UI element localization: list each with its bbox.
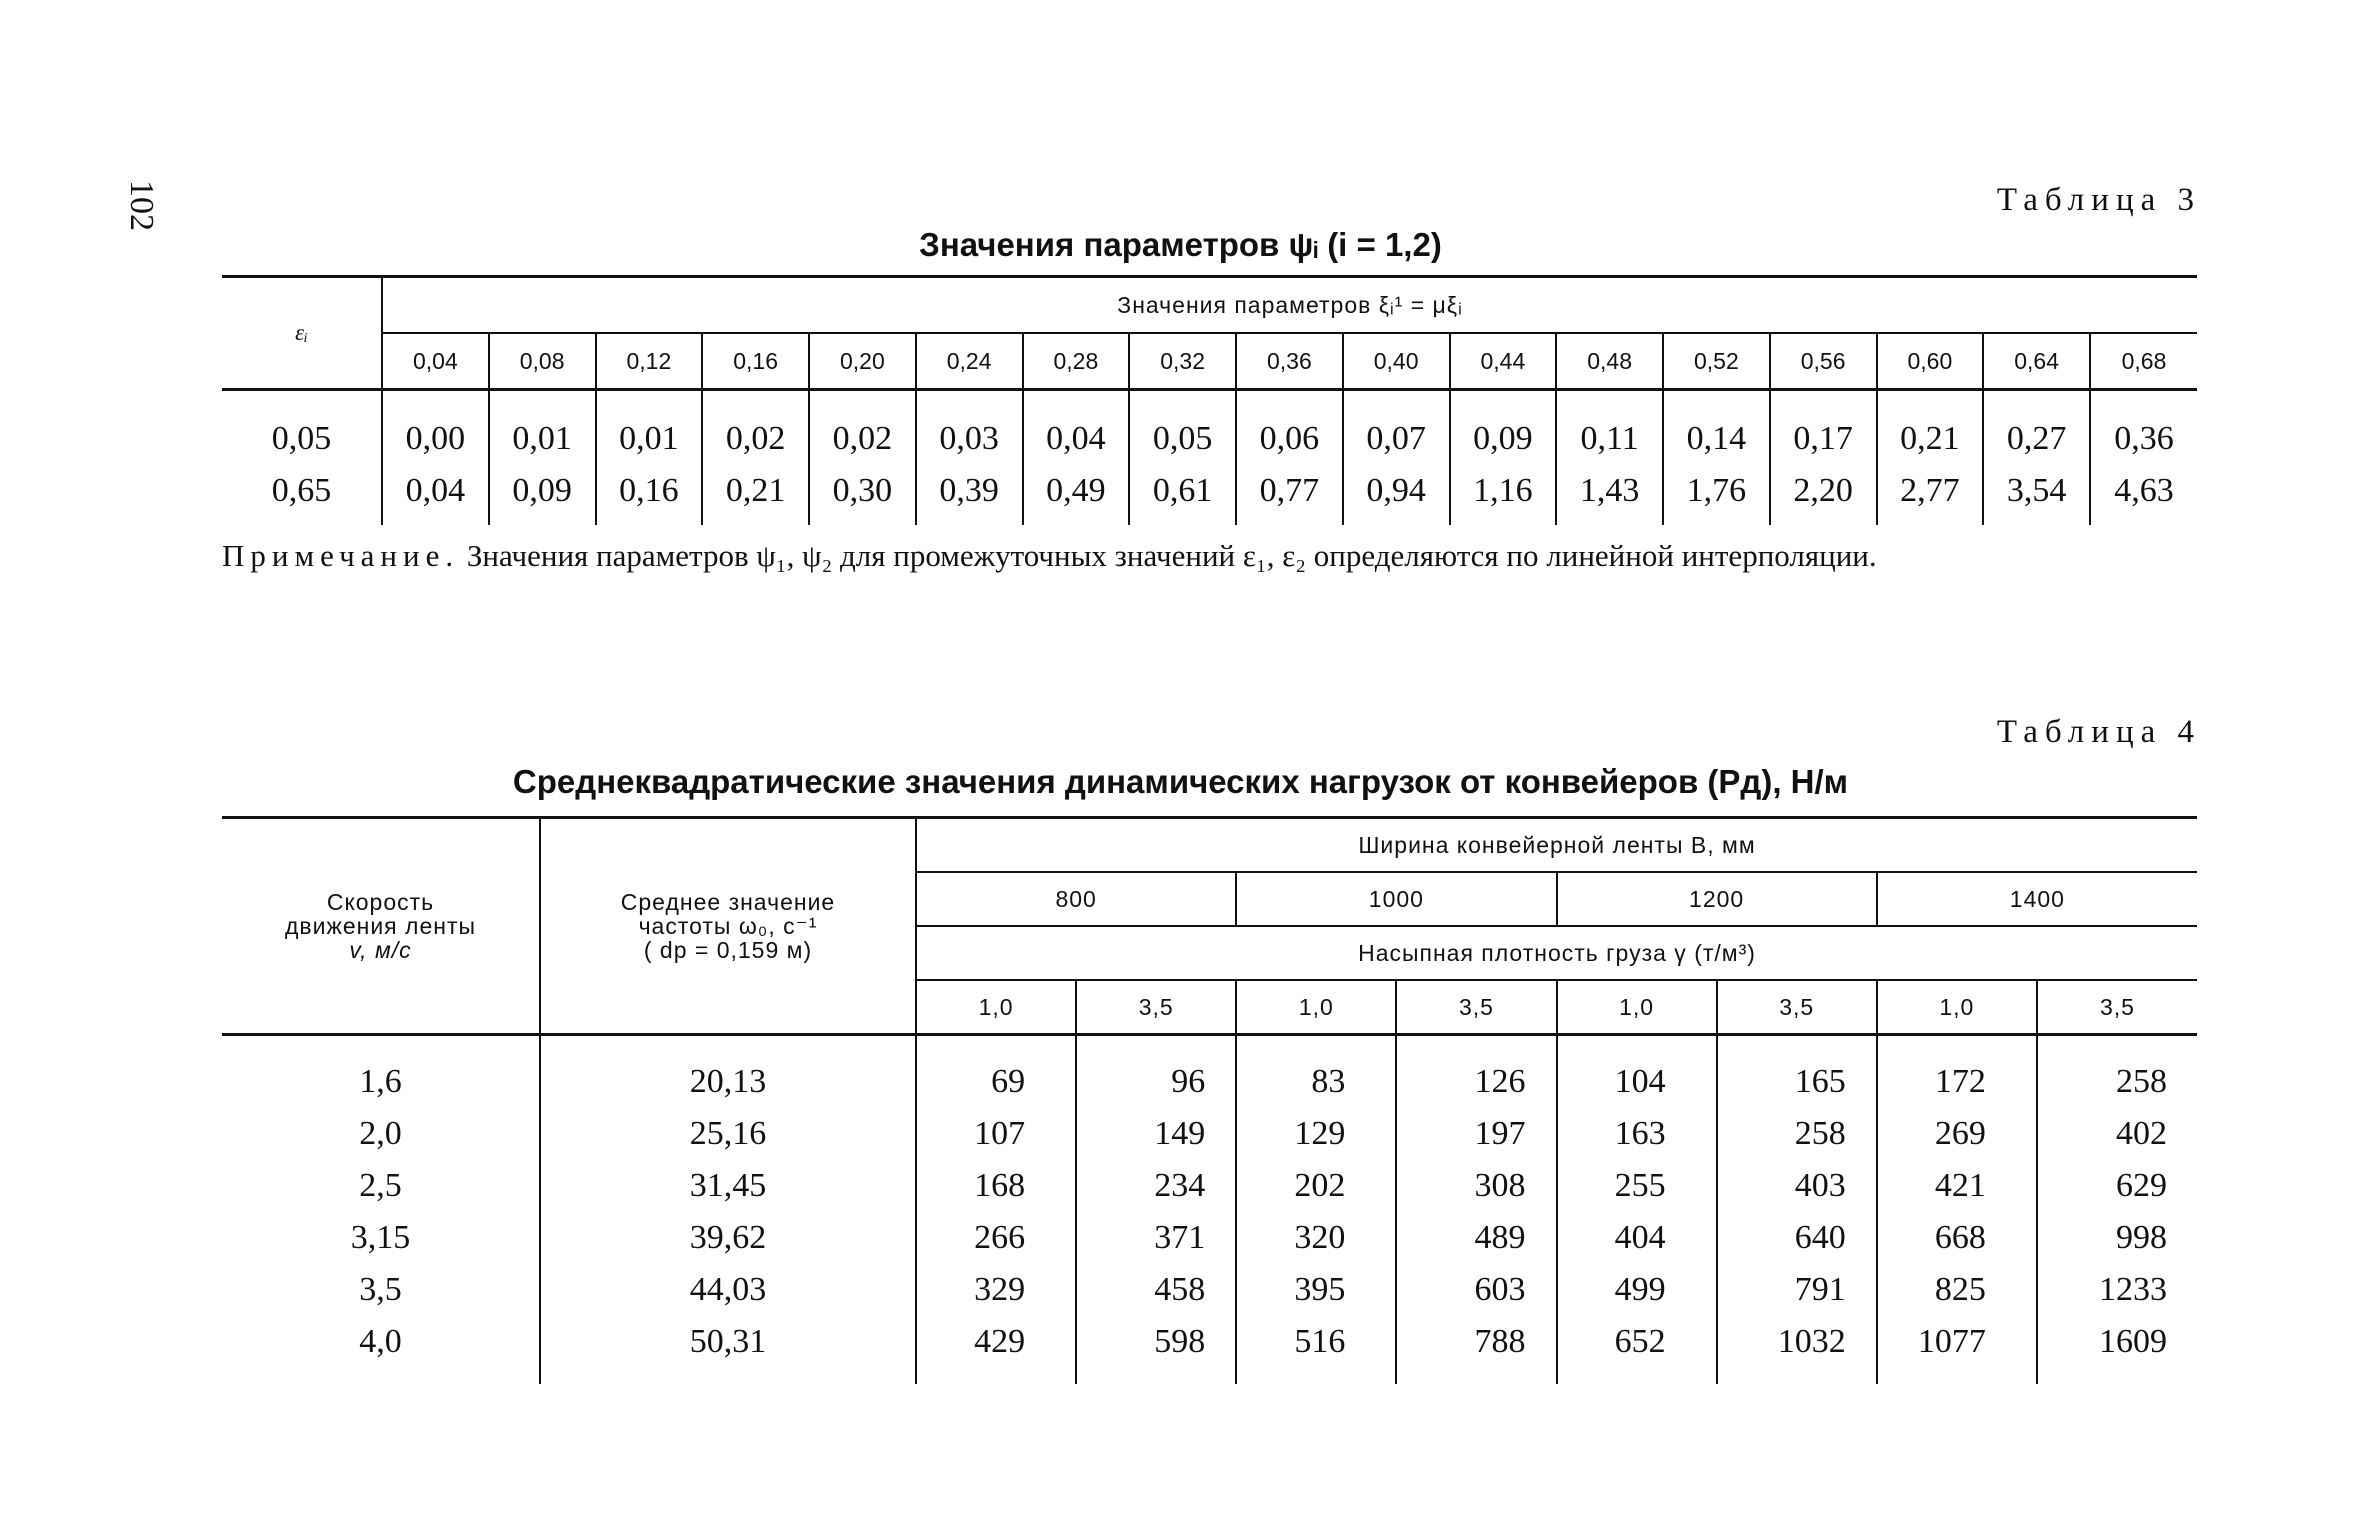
table3-col-header: 0,32 [1129,333,1236,390]
load-cell: 83 [1236,1035,1396,1109]
table3-col-header: 0,56 [1770,333,1877,390]
load-cell: 255 [1557,1160,1717,1212]
load-cell: 69 [916,1035,1076,1109]
table3-col-header: 0,36 [1236,333,1343,390]
load-cell: 197 [1396,1108,1556,1160]
load-cell: 104 [1557,1035,1717,1109]
table-cell: 0,21 [1877,390,1984,466]
table-cell: 0,02 [809,390,916,466]
table-cell: 0,17 [1770,390,1877,466]
speed-cell: 2,0 [359,1115,402,1152]
table-cell: 0,49 [1023,465,1130,525]
load-cell: 329 [916,1264,1076,1316]
load-cell: 652 [1557,1316,1717,1384]
table-row [222,1264,2197,1316]
table-cell: 0,06 [1236,390,1343,466]
table-cell: 0,30 [809,465,916,525]
table3-col-header: 0,24 [916,333,1023,390]
load-cell: 421 [1877,1160,2037,1212]
speed-header-line3: v, м/с [349,937,412,963]
speed-header-line2: движения ленты [284,913,477,939]
table-cell: 1,76 [1663,465,1770,525]
speed-header [222,818,540,1035]
density-value: 1,0 [1236,980,1396,1035]
density-value: 1,0 [916,980,1076,1035]
table3-col-header: 0,60 [1877,333,1984,390]
freq-cell: 20,13 [540,1035,916,1109]
table3-col-header: 0,28 [1023,333,1130,390]
density-value: 1,0 [1877,980,2037,1035]
load-cell: 603 [1396,1264,1556,1316]
table-cell: 0,01 [596,390,703,466]
table3-col-header: 0,68 [2090,333,2197,390]
table-cell: 0,09 [1450,390,1557,466]
table-cell: 0,04 [382,465,489,525]
table3-col-header: 0,40 [1343,333,1450,390]
table-row [222,1160,2197,1212]
load-cell: 489 [1396,1212,1556,1264]
table-cell: 0,27 [1983,390,2090,466]
note-lead: Примечание. [222,538,460,573]
speed-cell: 3,15 [350,1219,411,1256]
freq-header-line3: ( dр = 0,159 м) [643,937,813,963]
page-number: 102 [123,180,160,231]
speed-header-line1: Скорость [326,889,435,915]
table3 [222,275,2197,525]
freq-header [540,818,916,1035]
load-cell: 266 [916,1212,1076,1264]
load-cell: 791 [1717,1264,1877,1316]
table3-col-header: 0,44 [1450,333,1557,390]
table-cell: 2,77 [1877,465,1984,525]
table-cell: 0,02 [702,390,809,466]
table-cell: 1,16 [1450,465,1557,525]
load-cell: 129 [1236,1108,1396,1160]
table-cell: 1,43 [1556,465,1663,525]
table-cell: 0,14 [1663,390,1770,466]
load-cell: 598 [1076,1316,1236,1384]
table-cell: 0,77 [1236,465,1343,525]
table4-caption: Таблица 4 [1996,714,2201,750]
note-text: Значения параметров ψ₁, ψ₂ для промежуточных значений ε₁, ε₂ определяются по линейной интерполяции. [466,538,1877,573]
row-label: 0,05 [271,420,332,457]
table3-row-header: εᵢ [222,277,382,390]
table3-col-header: 0,20 [809,333,916,390]
table4-title: Среднеквадратические значения динамических нагрузок от конвейеров (Pд), Н/м [512,763,1849,800]
table-cell: 4,63 [2090,465,2197,525]
table-cell: 0,39 [916,465,1023,525]
table3-col-header: 0,08 [489,333,596,390]
table-cell: 0,61 [1129,465,1236,525]
width-value: 1000 [1236,872,1556,926]
table-cell: 0,00 [382,390,489,466]
load-cell: 308 [1396,1160,1556,1212]
speed-cell: 2,5 [359,1167,402,1204]
load-cell: 640 [1717,1212,1877,1264]
freq-cell: 25,16 [540,1108,916,1160]
load-cell: 429 [916,1316,1076,1384]
table3-title: Значения параметров ψᵢ (i = 1,2) [919,226,1442,263]
width-value: 1400 [1877,872,2197,926]
load-cell: 269 [1877,1108,2037,1160]
freq-header-line2: частоты ω₀, с⁻¹ [638,913,818,939]
table3-col-header: 0,04 [382,333,489,390]
density-value: 3,5 [1396,980,1556,1035]
load-cell: 1077 [1877,1316,2037,1384]
density-value: 3,5 [2037,980,2197,1035]
speed-cell: 4,0 [359,1323,402,1360]
load-cell: 629 [2037,1160,2197,1212]
load-cell: 395 [1236,1264,1396,1316]
load-cell: 107 [916,1108,1076,1160]
table3-caption: Таблица 3 [1996,182,2201,218]
freq-cell: 44,03 [540,1264,916,1316]
speed-cell: 3,5 [359,1271,402,1308]
table-cell: 0,04 [1023,390,1130,466]
load-cell: 402 [2037,1108,2197,1160]
speed-cell: 1,6 [359,1063,402,1100]
load-cell: 202 [1236,1160,1396,1212]
table4 [222,816,2197,1384]
table-row [222,1212,2197,1264]
table-cell: 0,11 [1556,390,1663,466]
load-cell: 258 [1717,1108,1877,1160]
table-cell: 0,94 [1343,465,1450,525]
table-row [222,390,2197,466]
width-value: 1200 [1557,872,1877,926]
table-cell: 0,05 [1129,390,1236,466]
table-cell: 3,54 [1983,465,2090,525]
table-cell: 0,36 [2090,390,2197,466]
table-row [222,465,2197,525]
table-row [222,1316,2197,1384]
table3-col-header: 0,48 [1556,333,1663,390]
freq-header-line1: Среднее значение [620,889,836,915]
load-cell: 371 [1076,1212,1236,1264]
width-header: Ширина конвейерной ленты B, мм [916,818,2197,873]
table3-note [222,538,2197,574]
load-cell: 788 [1396,1316,1556,1384]
density-value: 3,5 [1076,980,1236,1035]
load-cell: 403 [1717,1160,1877,1212]
table-row [222,1108,2197,1160]
freq-cell: 31,45 [540,1160,916,1212]
table-cell: 0,07 [1343,390,1450,466]
load-cell: 165 [1717,1035,1877,1109]
freq-cell: 39,62 [540,1212,916,1264]
table3-col-header: 0,12 [596,333,703,390]
load-cell: 499 [1557,1264,1717,1316]
table-cell: 0,03 [916,390,1023,466]
row-label: 0,65 [271,472,332,509]
table-cell: 0,21 [702,465,809,525]
density-value: 3,5 [1717,980,1877,1035]
load-cell: 1233 [2037,1264,2197,1316]
density-value: 1,0 [1557,980,1717,1035]
table-row [222,1035,2197,1109]
table3-col-header: 0,64 [1983,333,2090,390]
load-cell: 458 [1076,1264,1236,1316]
load-cell: 404 [1557,1212,1717,1264]
load-cell: 168 [916,1160,1076,1212]
load-cell: 163 [1557,1108,1717,1160]
table-cell: 2,20 [1770,465,1877,525]
load-cell: 126 [1396,1035,1556,1109]
load-cell: 320 [1236,1212,1396,1264]
load-cell: 825 [1877,1264,2037,1316]
load-cell: 96 [1076,1035,1236,1109]
table-cell: 0,01 [489,390,596,466]
table-cell: 0,09 [489,465,596,525]
load-cell: 258 [2037,1035,2197,1109]
load-cell: 1032 [1717,1316,1877,1384]
load-cell: 234 [1076,1160,1236,1212]
density-header: Насыпная плотность груза γ (т/м³) [916,926,2197,980]
table3-col-header: 0,52 [1663,333,1770,390]
load-cell: 516 [1236,1316,1396,1384]
load-cell: 668 [1877,1212,2037,1264]
freq-cell: 50,31 [540,1316,916,1384]
table-cell: 0,16 [596,465,703,525]
load-cell: 1609 [2037,1316,2197,1384]
load-cell: 998 [2037,1212,2197,1264]
load-cell: 149 [1076,1108,1236,1160]
table3-col-header: 0,16 [702,333,809,390]
width-value: 800 [916,872,1236,926]
table3-group-header: Значения параметров ξᵢ¹ = μξᵢ [382,277,2197,334]
load-cell: 172 [1877,1035,2037,1109]
